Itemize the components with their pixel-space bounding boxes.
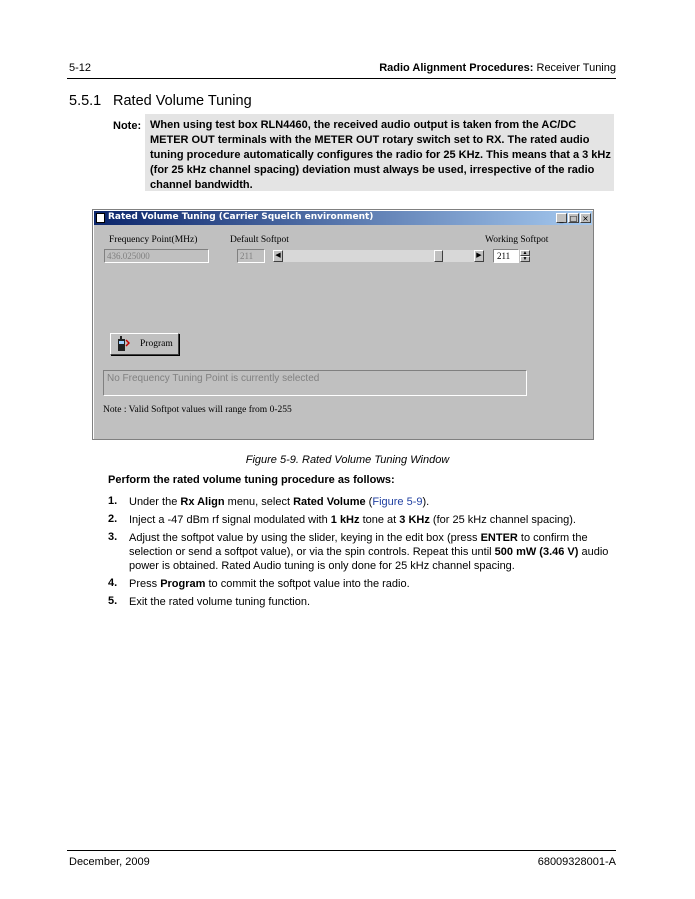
step-4-number: 4. <box>108 577 118 589</box>
running-header-section: Receiver Tuning <box>536 62 616 74</box>
radio-icon <box>116 336 130 352</box>
rated-volume-window <box>92 209 594 440</box>
softpot-range-note: Note : Valid Softpot values will range from 0-255 <box>103 405 292 415</box>
default-softpot-label: Default Softpot <box>230 235 289 245</box>
status-message: No Frequency Tuning Point is currently selected <box>103 370 527 396</box>
footer-doc-number: 68009328001-A <box>537 856 616 868</box>
page-number: 5-12 <box>69 62 92 74</box>
program-button[interactable] <box>110 333 179 355</box>
close-button[interactable]: × <box>580 213 591 223</box>
default-softpot-field: 211 <box>237 249 265 263</box>
running-header <box>379 62 616 74</box>
frequency-label: Frequency Point(MHz) <box>109 235 198 245</box>
running-header-chapter: Radio Alignment Procedures: <box>379 62 534 74</box>
section-title: Rated Volume Tuning <box>113 93 252 109</box>
spin-down-icon[interactable]: ▼ <box>520 256 530 262</box>
minimize-button[interactable]: _ <box>556 213 567 223</box>
note-label: Note: <box>113 120 142 132</box>
step-1-text: Under the Rx Align menu, select Rated Volume (Figure 5-9). <box>129 496 430 508</box>
step-3-number: 3. <box>108 531 118 543</box>
program-button-label: Program <box>140 339 173 349</box>
step-5-text: Exit the rated volume tuning function. <box>129 596 310 608</box>
procedure-intro: Perform the rated volume tuning procedure as follows: <box>108 474 395 486</box>
maximize-button[interactable]: □ <box>569 214 578 223</box>
step-4-text: Press Program to commit the softpot value into the radio. <box>129 578 410 590</box>
step-5-number: 5. <box>108 595 118 607</box>
step-2-number: 2. <box>108 513 118 525</box>
section-number: 5.5.1 <box>69 93 102 109</box>
slider-left-arrow-icon[interactable]: ◀ <box>273 250 283 262</box>
figure-link[interactable]: Figure 5-9 <box>372 496 423 508</box>
working-softpot-input[interactable]: 211 <box>493 249 519 263</box>
spin-up-icon[interactable]: ▲ <box>520 250 530 256</box>
app-icon <box>96 213 105 223</box>
softpot-slider-thumb[interactable] <box>434 250 443 262</box>
figure-caption <box>0 454 695 466</box>
figure-caption-text: Figure 5-9. Rated Volume Tuning Window <box>245 454 450 466</box>
window-titlebar <box>94 211 592 225</box>
step-2-text: Inject a -47 dBm rf signal modulated with 1 kHz tone at 3 KHz (for 25 kHz channel spacing). <box>129 514 576 526</box>
softpot-slider-track[interactable] <box>283 250 474 262</box>
window-title: Rated Volume Tuning (Carrier Squelch environment) <box>108 212 374 222</box>
step-1-number: 1. <box>108 495 118 507</box>
footer-rule <box>67 850 616 851</box>
working-softpot-label: Working Softpot <box>485 235 549 245</box>
step-3-text: Adjust the softpot value by using the slider, keying in the edit box (press ENTER to confirm the selection or send a softpot value), or via the spin controls. Repeat this until 500 mW (3.46 V) audio power is obtained. Rated Audio tuning is only done for 25 kHz channel spacing. <box>129 532 609 572</box>
frequency-field: 436.025000 <box>104 249 209 263</box>
header-rule <box>67 78 616 79</box>
footer-date: December, 2009 <box>69 856 150 868</box>
slider-right-arrow-icon[interactable]: ▶ <box>474 250 484 262</box>
note-text: When using test box RLN4460, the received audio output is taken from the AC/DC METER OUT terminals with the METER OUT rotary switch set to RX. The rated audio tuning procedure automatically configures the radio for 25 KHz. This means that a 3 kHz (for 25 kHz channel spacing) deviation must always be used, irrespective of the radio channel bandwidth. <box>150 119 611 191</box>
